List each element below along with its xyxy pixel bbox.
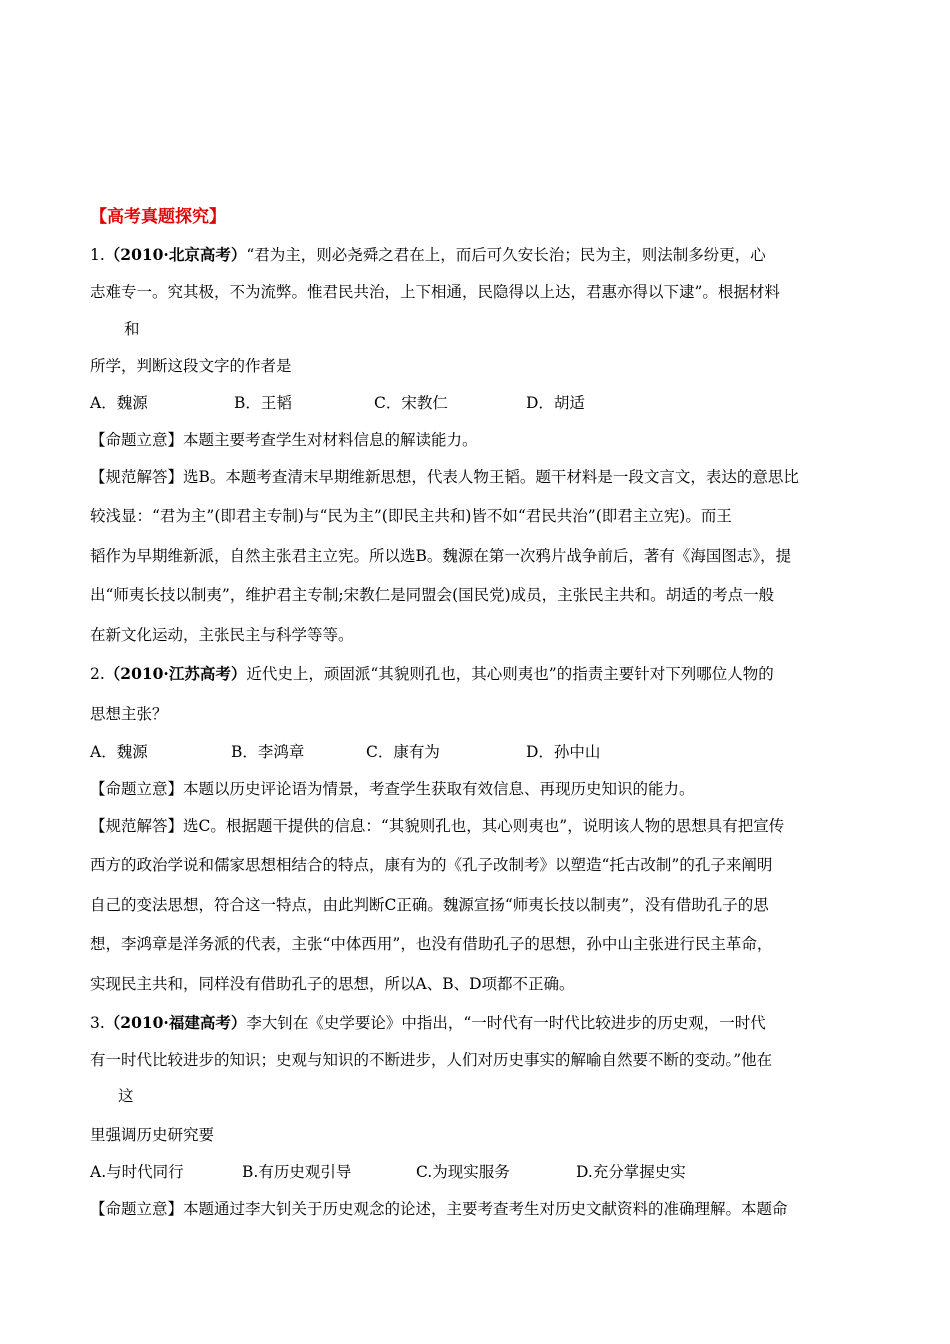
q1-option-a: A．魏源 [90,394,148,412]
q3-number: 3. [90,1014,105,1032]
q2-number: 2. [90,665,105,683]
q1-text-1: “君为主，则必尧舜之君在上，而后可久安长治；民为主，则法制多纷更，心 [246,246,766,264]
q1-answer-line1 [90,467,799,487]
q1-intent [90,430,478,450]
q3-option-b: B.有历史观引导 [242,1163,352,1181]
q2-text-1: 近代史上，顽固派“其貌则孔也，其心则夷也”的指责主要针对下列哪位人物的 [246,665,774,683]
q3-stem-line1 [90,1013,766,1033]
q1-stem-line3: 和 [124,320,140,338]
q3-intent-text: 本题通过李大钊关于历史观念的论述，主要考查考生对历史文献资料的准确理解。本题命 [183,1200,788,1218]
q2-option-b: B．李鸿章 [231,743,305,761]
q3-option-a: A.与时代同行 [90,1163,184,1181]
q3-text-1: 李大钊在《史学要论》中指出，“一时代有一时代比较进步的历史观，一时代 [246,1014,766,1032]
q1-answer-line4: 出“师夷长技以制夷”，维护君主专制;宋教仁是同盟会(国民党)成员，主张民主共和。胡适的考点一般 [90,586,775,604]
q1-answer-line2: 较浅显：“君为主”(即君主专制)与“民为主”(即民主共和)皆不如“君民共治”(即君主立宪)。而王 [90,507,732,525]
q2-answer-line3: 自己的变法思想，符合这一特点，由此判断C正确。魏源宣扬“师夷长技以制夷”，没有借助孔子的思 [90,896,769,914]
q1-stem-line1 [90,245,766,265]
q3-stem-line3: 这 [118,1087,134,1105]
q1-answer-text-1: 选B。本题考查清末早期维新思想，代表人物王韬。题干材料是一段文言文，表达的意思比 [183,468,799,486]
q2-answer-line4: 想，李鸿章是洋务派的代表，主张“中体西用”，也没有借助孔子的思想，孙中山主张进行民主革命， [90,935,773,953]
q1-answer-label: 【规范解答】 [90,468,184,486]
q3-option-c: C.为现实服务 [416,1163,510,1181]
q3-stem-line4: 里强调历史研究要 [90,1126,215,1144]
q1-number: 1. [90,246,105,264]
q1-intent-label: 【命题立意】 [90,431,184,449]
q2-option-c: C．康有为 [366,743,440,761]
q2-answer-line2: 西方的政治学说和儒家思想相结合的特点，康有为的《孔子改制考》以塑造“托古改制”的孔子来阐明 [90,856,773,874]
q2-answer-text-1: 选C。根据题干提供的信息：“其貌则孔也，其心则夷也”，说明该人物的思想具有把宣传 [183,817,785,835]
q2-intent-label: 【命题立意】 [90,780,184,798]
q3-source: （2010·福建高考） [104,1013,247,1032]
q2-intent [90,779,695,799]
q3-options [90,1162,686,1182]
q2-stem-line2: 思想主张？ [90,705,168,723]
q3-intent [90,1199,788,1219]
q2-source: （2010·江苏高考） [104,664,247,683]
q1-options [90,393,585,413]
q2-intent-text: 本题以历史评论语为情景，考查学生获取有效信息、再现历史知识的能力。 [183,780,695,798]
q1-stem-line4: 所学，判断这段文字的作者是 [90,357,292,375]
q3-intent-label: 【命题立意】 [90,1200,184,1218]
q1-source: （2010·北京高考） [104,245,247,264]
q1-stem-line2: 志难专一。究其极，不为流弊。惟君民共治，上下相通，民隐得以上达，君惠亦得以下逮”。根据材料 [90,283,780,301]
q2-option-a: A．魏源 [90,743,148,761]
q1-option-b: B．王韬 [234,394,292,412]
q2-answer-line5: 实现民主共和，同样没有借助孔子的思想，所以A、B、D项都不正确。 [90,975,575,993]
q3-option-d: D.充分掌握史实 [576,1163,686,1181]
q2-answer-line1 [90,816,784,836]
q1-option-c: C．宋教仁 [374,394,448,412]
q2-answer-label: 【规范解答】 [90,817,184,835]
q1-answer-line5: 在新文化运动，主张民主与科学等等。 [90,626,354,644]
q1-intent-text: 本题主要考查学生对材料信息的解读能力。 [183,431,478,449]
q3-stem-line2: 有一时代比较进步的知识；史观与知识的不断进步，人们对历史事实的解喻自然要不断的变动。”他在 [90,1051,773,1069]
q1-answer-line3: 韬作为早期维新派，自然主张君主立宪。所以选B。魏源在第一次鸦片战争前后，著有《海国图志》，提 [90,547,792,565]
q1-option-d: D．胡适 [526,394,585,412]
q2-options [90,742,600,762]
q2-option-d: D．孙中山 [526,743,601,761]
q2-stem-line1 [90,664,774,684]
section-heading: 【高考真题探究】 [90,207,226,227]
